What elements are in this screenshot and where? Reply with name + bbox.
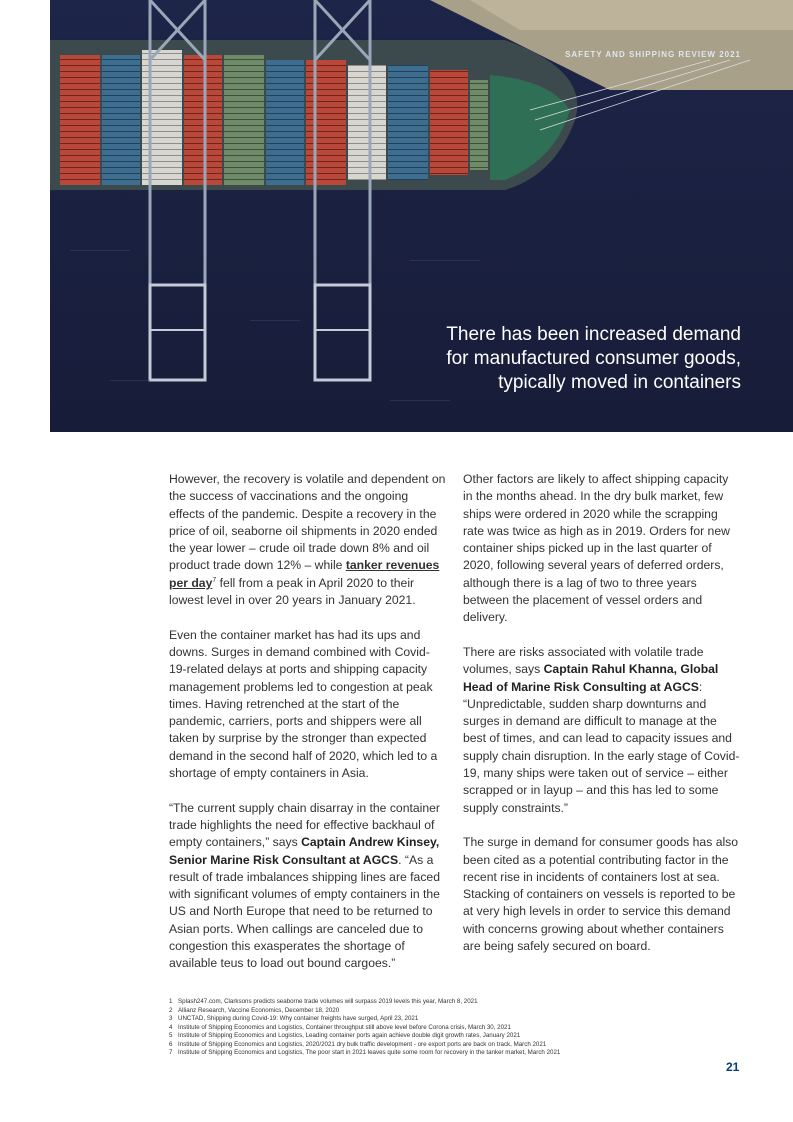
text: . “As a result of trade imbalances shipping lines are faced with significant volumes of empty containers in the US and North Europe that need to be returned to Asian ports. When callings are canceled due to congestion this exasperates the shortage of available teus to load out bound cargoes.” bbox=[169, 852, 440, 971]
caption-line: typically moved in containers bbox=[498, 372, 741, 393]
text: fell from a peak in April 2020 to their lowest level in over 20 years in January 2021. bbox=[169, 575, 416, 608]
footnote-number: 7 bbox=[169, 1049, 173, 1056]
speaker-name: Captain Rahul Khanna, Global Head of Marine Risk Consulting at AGCS bbox=[463, 662, 719, 694]
footnote-text: Institute of Shipping Economics and Logistics, Leading container ports again achieve double digit growth rates, January 2021 bbox=[178, 1032, 521, 1039]
footnote bbox=[169, 1032, 729, 1041]
speaker-name: Captain Andrew Kinsey, Senior Marine Risk Consultant at AGCS bbox=[169, 835, 440, 867]
caption-line: There has been increased demand bbox=[446, 324, 741, 345]
paragraph: The surge in demand for consumer goods has also been cited as a potential contributing factor in the recent rise in incidents of containers lost at sea. Stacking of containers on vessels is reported to be at very high levels in order to service this demand with concerns growing about whether containers are being safely secured on board. bbox=[463, 835, 739, 954]
text: There are risks associated with volatile trade volumes, says bbox=[463, 644, 704, 677]
footnote bbox=[169, 1024, 729, 1033]
footnotes bbox=[169, 998, 729, 1058]
text: : “Unpredictable, sudden sharp downturns and surges in demand are difficult to manage at the best of times, and can lead to capacity issues and supply chain disruption. In the early stage of Covid-19, many ships were taken out of service – either scrapped or in layup – and this has led to some supply constraints.” bbox=[463, 679, 740, 815]
hero-photo bbox=[50, 0, 793, 432]
footnote-number: 3 bbox=[169, 1015, 173, 1022]
paragraph bbox=[169, 471, 447, 609]
left-column bbox=[169, 471, 447, 990]
footnote bbox=[169, 1049, 729, 1058]
footnote-text: UNCTAD, Shipping during Covid-19: Why container freights have surged, April 23, 2021 bbox=[178, 1015, 419, 1022]
footnote bbox=[169, 1007, 729, 1016]
footnote-text: Institute of Shipping Economics and Logistics, Container throughput still above level before Corona crisis, March 30, 2021 bbox=[178, 1023, 511, 1031]
footnote-text: Splash247.com, Clarksons predicts seaborne trade volumes will surpass 2019 levels this year, March 8, 2021 bbox=[178, 998, 478, 1005]
footnote-number: 2 bbox=[169, 1006, 173, 1014]
photo-caption bbox=[321, 323, 741, 395]
page-number: 21 bbox=[726, 1060, 740, 1074]
tanker-revenues-link[interactable]: tanker revenues per day bbox=[169, 558, 440, 590]
footnote-text: Institute of Shipping Economics and Logistics, 2020/2021 dry bulk traffic development - ore export ports are back on track, March 2021 bbox=[178, 1040, 547, 1048]
footnote-number: 6 bbox=[169, 1040, 173, 1048]
footnote-text: Institute of Shipping Economics and Logistics, The poor start in 2021 leaves quite some room for recovery in the tanker market, March 2021 bbox=[178, 1049, 561, 1056]
footnote-number: 1 bbox=[169, 998, 173, 1005]
paragraph bbox=[463, 644, 741, 817]
text: “The current supply chain disarray in the container trade highlights the need for effective backhaul of empty containers,” says bbox=[169, 800, 440, 850]
footnote-text: Allianz Research, Vaccine Economics, December 18, 2020 bbox=[178, 1006, 340, 1014]
footnote-number: 4 bbox=[169, 1023, 173, 1031]
footnote bbox=[169, 1015, 729, 1024]
footnote-ref: 7 bbox=[212, 576, 217, 584]
footnote-number: 5 bbox=[169, 1032, 173, 1039]
caption-line: for manufactured consumer goods, bbox=[446, 348, 741, 369]
running-head: SAFETY AND SHIPPING REVIEW 2021 bbox=[565, 50, 741, 59]
text: However, the recovery is volatile and dependent on the success of vaccinations and the ongoing effects of the pandemic. Despite a recovery in the price of oil, seaborne oil shipments in 2020 ended the year lower – crude oil trade down 8% and oil product trade down 12% – while bbox=[169, 472, 446, 573]
footnote bbox=[169, 998, 729, 1007]
right-column bbox=[463, 471, 741, 973]
paragraph bbox=[169, 800, 447, 973]
paragraph: Other factors are likely to affect shipping capacity in the months ahead. In the dry bulk market, few ships were ordered in 2020 while the scrapping rate was twice as high as in 2019. Orders for new container ships picked up in the last quarter of 2020, following several years of deferred orders, although there is a lag of two to three years between the placement of vessel orders and delivery. bbox=[463, 472, 730, 625]
paragraph: Even the container market has had its ups and downs. Surges in demand combined with Covid-19-related delays at ports and shipping capacity management problems led to congestion at peak times. Having retrenched at the start of the pandemic, carriers, ports and shippers were all taken by surprise by the stronger than expected demand in the second half of 2020, which led to a shortage of empty containers in Asia. bbox=[169, 627, 438, 781]
footnote bbox=[169, 1041, 729, 1050]
